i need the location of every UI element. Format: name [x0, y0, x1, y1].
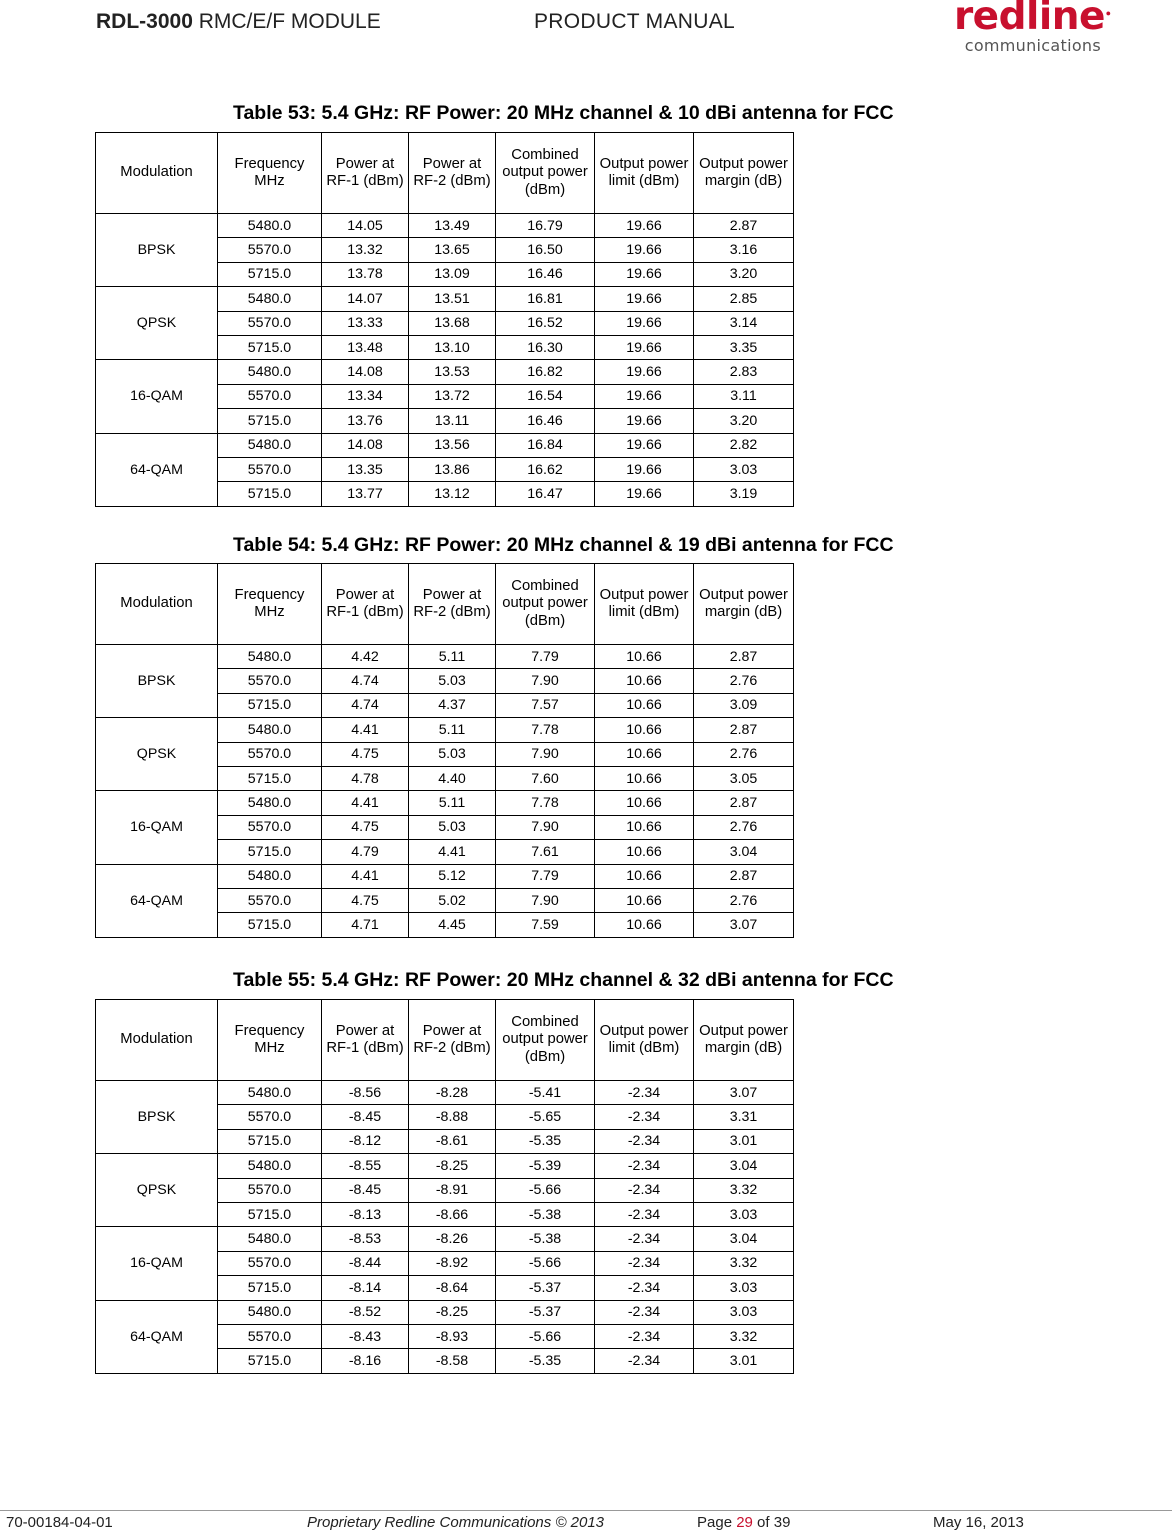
table-cell: 13.53 [409, 360, 496, 384]
table-cell: 4.45 [409, 913, 496, 937]
table-cell: 3.01 [694, 1349, 794, 1373]
table-cell: 16.54 [496, 384, 595, 408]
footer-date: May 16, 2013 [933, 1514, 1024, 1531]
table-cell: 5715.0 [218, 913, 322, 937]
table-cell: 5.12 [409, 864, 496, 888]
table-cell: 4.42 [322, 645, 409, 669]
table-cell: 2.76 [694, 669, 794, 693]
table-cell: 13.51 [409, 287, 496, 311]
table-cell: 13.86 [409, 457, 496, 481]
table-cell: 5715.0 [218, 693, 322, 717]
table-cell: 2.76 [694, 815, 794, 839]
table-cell: 13.48 [322, 335, 409, 359]
table-cell: -2.34 [595, 1154, 694, 1178]
column-header: Output power limit (dBm) [595, 564, 694, 645]
table-cell: 3.16 [694, 238, 794, 262]
table-cell: 3.01 [694, 1129, 794, 1153]
table-row [96, 645, 794, 669]
column-header: Combined output power (dBm) [496, 1000, 595, 1081]
table-cell: -2.34 [595, 1276, 694, 1300]
table-cell: -5.41 [496, 1081, 595, 1105]
modulation-cell: 16-QAM [96, 791, 218, 864]
table-cell: -8.52 [322, 1300, 409, 1324]
table-55 [95, 999, 794, 1374]
table-cell: -8.14 [322, 1276, 409, 1300]
table-cell: 4.41 [322, 791, 409, 815]
table-cell: 5715.0 [218, 1276, 322, 1300]
column-header: Output power limit (dBm) [595, 133, 694, 214]
table-cell: -2.34 [595, 1300, 694, 1324]
table-cell: 16.46 [496, 409, 595, 433]
table-cell: 14.07 [322, 287, 409, 311]
table-cell: 5715.0 [218, 766, 322, 790]
table-cell: 3.32 [694, 1251, 794, 1275]
table-cell: 5570.0 [218, 815, 322, 839]
table-cell: 5.02 [409, 888, 496, 912]
table-cell: 5570.0 [218, 742, 322, 766]
table-cell: 16.30 [496, 335, 595, 359]
table-cell: 2.85 [694, 287, 794, 311]
table-cell: 5.11 [409, 645, 496, 669]
table-cell: 19.66 [595, 238, 694, 262]
table-cell: 4.78 [322, 766, 409, 790]
column-header: Power at RF-1 (dBm) [322, 133, 409, 214]
table-cell: 16.79 [496, 214, 595, 238]
footer-doc-number: 70-00184-04-01 [6, 1514, 113, 1531]
table-cell: 5.11 [409, 718, 496, 742]
table-cell: 3.04 [694, 1154, 794, 1178]
table-cell: 4.41 [409, 840, 496, 864]
table-cell: 5570.0 [218, 311, 322, 335]
table-cell: 3.20 [694, 262, 794, 286]
table-cell: 19.66 [595, 287, 694, 311]
table-cell: 5.03 [409, 742, 496, 766]
table-cell: -8.45 [322, 1178, 409, 1202]
table-cell: 3.03 [694, 1300, 794, 1324]
modulation-cell: 16-QAM [96, 360, 218, 433]
table-cell: 13.68 [409, 311, 496, 335]
table-cell: 4.41 [322, 864, 409, 888]
table-cell: 13.65 [409, 238, 496, 262]
table-cell: 13.77 [322, 482, 409, 506]
table-row [96, 287, 794, 311]
table-cell: 16.50 [496, 238, 595, 262]
table-55-caption: Table 55: 5.4 GHz: RF Power: 20 MHz channel & 32 dBi antenna for FCC [233, 969, 894, 991]
table-cell: 5570.0 [218, 1178, 322, 1202]
table-cell: 10.66 [595, 718, 694, 742]
table-cell: 4.75 [322, 742, 409, 766]
footer-page [697, 1514, 790, 1531]
table-54 [95, 563, 794, 938]
table-cell: -2.34 [595, 1178, 694, 1202]
table-cell: 5480.0 [218, 1154, 322, 1178]
table-cell: 5480.0 [218, 645, 322, 669]
table-cell: 10.66 [595, 766, 694, 790]
table-cell: -8.58 [409, 1349, 496, 1373]
column-header: Modulation [96, 133, 218, 214]
table-cell: 7.59 [496, 913, 595, 937]
table-cell: 7.60 [496, 766, 595, 790]
table-cell: -8.26 [409, 1227, 496, 1251]
table-cell: 3.04 [694, 840, 794, 864]
table-cell: 5480.0 [218, 1227, 322, 1251]
table-cell: 5570.0 [218, 1251, 322, 1275]
model-suffix: RMC/E/F MODULE [192, 10, 381, 33]
table-cell: 4.79 [322, 840, 409, 864]
table-cell: -8.12 [322, 1129, 409, 1153]
table-cell: 3.11 [694, 384, 794, 408]
table-54-caption: Table 54: 5.4 GHz: RF Power: 20 MHz channel & 19 dBi antenna for FCC [233, 534, 894, 556]
table-cell: 4.37 [409, 693, 496, 717]
table-cell: 5570.0 [218, 457, 322, 481]
table-cell: 3.09 [694, 693, 794, 717]
redline-logo [953, 0, 1111, 56]
column-header: Modulation [96, 564, 218, 645]
table-cell: 5570.0 [218, 888, 322, 912]
table-cell: -5.66 [496, 1178, 595, 1202]
modulation-cell: QPSK [96, 1154, 218, 1227]
table-cell: 5715.0 [218, 1129, 322, 1153]
table-cell: -5.65 [496, 1105, 595, 1129]
table-cell: 16.84 [496, 433, 595, 457]
table-row [96, 214, 794, 238]
table-cell: 7.61 [496, 840, 595, 864]
table-cell: -8.13 [322, 1202, 409, 1226]
table-cell: 19.66 [595, 409, 694, 433]
table-cell: 3.31 [694, 1105, 794, 1129]
table-cell: 19.66 [595, 457, 694, 481]
table-cell: -5.38 [496, 1202, 595, 1226]
table-cell: 5.11 [409, 791, 496, 815]
table-cell: 5570.0 [218, 1105, 322, 1129]
table-cell: 7.78 [496, 718, 595, 742]
table-cell: 13.33 [322, 311, 409, 335]
table-cell: 3.03 [694, 1276, 794, 1300]
table-cell: 13.12 [409, 482, 496, 506]
table-cell: 5480.0 [218, 1300, 322, 1324]
header-row [96, 133, 794, 214]
table-cell: 5570.0 [218, 384, 322, 408]
table-cell: 19.66 [595, 214, 694, 238]
table-cell: 4.71 [322, 913, 409, 937]
table-cell: 4.75 [322, 815, 409, 839]
table-cell: 3.03 [694, 1202, 794, 1226]
modulation-cell: BPSK [96, 1081, 218, 1154]
table-cell: 5480.0 [218, 791, 322, 815]
table-cell: -8.44 [322, 1251, 409, 1275]
header-row [96, 564, 794, 645]
table-cell: 5480.0 [218, 1081, 322, 1105]
table-row [96, 1154, 794, 1178]
table-cell: 3.32 [694, 1178, 794, 1202]
modulation-cell: 64-QAM [96, 1300, 218, 1373]
table-cell: -5.39 [496, 1154, 595, 1178]
table-cell: -8.28 [409, 1081, 496, 1105]
table-row [96, 1081, 794, 1105]
table-cell: -8.64 [409, 1276, 496, 1300]
table-cell: 5480.0 [218, 287, 322, 311]
table-cell: 13.56 [409, 433, 496, 457]
logo-word: redline [953, 0, 1105, 39]
table-row [96, 1227, 794, 1251]
table-cell: -2.34 [595, 1129, 694, 1153]
page-suffix: of 39 [752, 1514, 791, 1531]
table-cell: -8.61 [409, 1129, 496, 1153]
column-header: Power at RF-1 (dBm) [322, 564, 409, 645]
column-header: Modulation [96, 1000, 218, 1081]
doc-header-model [96, 10, 381, 34]
table-cell: 5480.0 [218, 864, 322, 888]
table-cell: 5715.0 [218, 1202, 322, 1226]
column-header: Power at RF-2 (dBm) [409, 564, 496, 645]
footer-copyright: Proprietary Redline Communications © 2013 [307, 1514, 605, 1531]
table-cell: 10.66 [595, 742, 694, 766]
table-cell: -8.53 [322, 1227, 409, 1251]
page-current: 29 [736, 1514, 753, 1531]
table-cell: -8.43 [322, 1324, 409, 1348]
table-cell: 16.81 [496, 287, 595, 311]
table-cell: -8.56 [322, 1081, 409, 1105]
table-cell: 5715.0 [218, 335, 322, 359]
table-cell: 10.66 [595, 669, 694, 693]
table-cell: -8.16 [322, 1349, 409, 1373]
table-cell: 19.66 [595, 384, 694, 408]
table-cell: 4.74 [322, 693, 409, 717]
table-cell: -8.88 [409, 1105, 496, 1129]
table-cell: 19.66 [595, 311, 694, 335]
table-cell: 4.40 [409, 766, 496, 790]
table-cell: 2.83 [694, 360, 794, 384]
table-cell: 13.34 [322, 384, 409, 408]
table-cell: 14.08 [322, 360, 409, 384]
column-header: Output power limit (dBm) [595, 1000, 694, 1081]
table-cell: -5.35 [496, 1129, 595, 1153]
table-cell: 2.87 [694, 864, 794, 888]
table-cell: -5.37 [496, 1276, 595, 1300]
table-cell: 13.49 [409, 214, 496, 238]
table-cell: 5480.0 [218, 214, 322, 238]
logo-subtitle: communications [964, 36, 1101, 55]
table-row [96, 718, 794, 742]
modulation-cell: 64-QAM [96, 433, 218, 506]
modulation-cell: BPSK [96, 645, 218, 718]
modulation-cell: QPSK [96, 718, 218, 791]
table-cell: 13.09 [409, 262, 496, 286]
table-cell: 19.66 [595, 433, 694, 457]
table-row [96, 864, 794, 888]
table-cell: 13.76 [322, 409, 409, 433]
table-cell: 10.66 [595, 888, 694, 912]
table-cell: 10.66 [595, 913, 694, 937]
column-header: Combined output power (dBm) [496, 564, 595, 645]
column-header: Power at RF-1 (dBm) [322, 1000, 409, 1081]
column-header: Power at RF-2 (dBm) [409, 133, 496, 214]
table-cell: 19.66 [595, 360, 694, 384]
table-cell: 3.07 [694, 913, 794, 937]
table-cell: 10.66 [595, 693, 694, 717]
table-cell: 4.74 [322, 669, 409, 693]
table-cell: 7.90 [496, 669, 595, 693]
model-name: RDL-3000 [96, 10, 193, 33]
table-row [96, 433, 794, 457]
doc-header-manual: PRODUCT MANUAL [534, 10, 736, 33]
table-cell: -2.34 [595, 1349, 694, 1373]
table-cell: 19.66 [595, 262, 694, 286]
column-header: Frequency MHz [218, 133, 322, 214]
table-cell: 13.35 [322, 457, 409, 481]
table-cell: 7.90 [496, 742, 595, 766]
table-cell: 7.57 [496, 693, 595, 717]
table-cell: -5.35 [496, 1349, 595, 1373]
column-header: Frequency MHz [218, 1000, 322, 1081]
table-cell: 3.04 [694, 1227, 794, 1251]
modulation-cell: 16-QAM [96, 1227, 218, 1300]
table-cell: 5715.0 [218, 1349, 322, 1373]
table-cell: 5570.0 [218, 1324, 322, 1348]
table-cell: 10.66 [595, 840, 694, 864]
table-cell: 16.82 [496, 360, 595, 384]
table-cell: 10.66 [595, 791, 694, 815]
table-cell: 3.19 [694, 482, 794, 506]
table-cell: -8.25 [409, 1154, 496, 1178]
table-cell: 3.03 [694, 457, 794, 481]
logo-registered-dot: ● [1105, 8, 1111, 18]
table-cell: 2.87 [694, 214, 794, 238]
table-cell: -2.34 [595, 1324, 694, 1348]
table-cell: 7.79 [496, 645, 595, 669]
table-cell: 5480.0 [218, 718, 322, 742]
table-cell: -5.66 [496, 1324, 595, 1348]
table-cell: 10.66 [595, 815, 694, 839]
table-cell: 7.90 [496, 815, 595, 839]
table-cell: -8.93 [409, 1324, 496, 1348]
table-cell: -5.37 [496, 1300, 595, 1324]
table-cell: 16.47 [496, 482, 595, 506]
table-cell: 3.32 [694, 1324, 794, 1348]
table-cell: 2.87 [694, 645, 794, 669]
table-cell: -2.34 [595, 1105, 694, 1129]
table-cell: 16.46 [496, 262, 595, 286]
table-cell: 16.52 [496, 311, 595, 335]
table-cell: 5.03 [409, 815, 496, 839]
column-header: Output power margin (dB) [694, 1000, 794, 1081]
table-cell: 7.90 [496, 888, 595, 912]
table-cell: 2.76 [694, 888, 794, 912]
column-header: Output power margin (dB) [694, 133, 794, 214]
table-cell: 4.75 [322, 888, 409, 912]
table-row [96, 1300, 794, 1324]
table-cell: -2.34 [595, 1251, 694, 1275]
table-cell: 5570.0 [218, 238, 322, 262]
header-row [96, 1000, 794, 1081]
table-cell: 3.35 [694, 335, 794, 359]
table-cell: 19.66 [595, 482, 694, 506]
table-cell: 7.79 [496, 864, 595, 888]
table-cell: -5.38 [496, 1227, 595, 1251]
table-row [96, 360, 794, 384]
table-cell: -8.92 [409, 1251, 496, 1275]
table-cell: 16.62 [496, 457, 595, 481]
modulation-cell: QPSK [96, 287, 218, 360]
table-cell: 10.66 [595, 645, 694, 669]
table-cell: 14.08 [322, 433, 409, 457]
table-cell: -8.55 [322, 1154, 409, 1178]
table-cell: 3.20 [694, 409, 794, 433]
table-cell: 5715.0 [218, 840, 322, 864]
table-cell: 5480.0 [218, 360, 322, 384]
page-prefix: Page [697, 1514, 737, 1531]
table-cell: 2.82 [694, 433, 794, 457]
table-cell: -8.91 [409, 1178, 496, 1202]
column-header: Output power margin (dB) [694, 564, 794, 645]
column-header: Power at RF-2 (dBm) [409, 1000, 496, 1081]
table-cell: 14.05 [322, 214, 409, 238]
table-cell: 5.03 [409, 669, 496, 693]
table-cell: -8.25 [409, 1300, 496, 1324]
table-cell: 13.32 [322, 238, 409, 262]
footer-divider [0, 1510, 1172, 1511]
table-53 [95, 132, 794, 507]
table-cell: -8.45 [322, 1105, 409, 1129]
column-header: Combined output power (dBm) [496, 133, 595, 214]
table-cell: 5480.0 [218, 433, 322, 457]
table-cell: -5.66 [496, 1251, 595, 1275]
table-cell: 2.87 [694, 791, 794, 815]
table-cell: 5570.0 [218, 669, 322, 693]
table-cell: 13.11 [409, 409, 496, 433]
table-cell: 3.05 [694, 766, 794, 790]
modulation-cell: 64-QAM [96, 864, 218, 937]
table-cell: 5715.0 [218, 262, 322, 286]
table-cell: 5715.0 [218, 409, 322, 433]
table-cell: 3.07 [694, 1081, 794, 1105]
table-cell: -2.34 [595, 1227, 694, 1251]
table-cell: 19.66 [595, 335, 694, 359]
table-cell: 5715.0 [218, 482, 322, 506]
table-cell: 2.76 [694, 742, 794, 766]
column-header: Frequency MHz [218, 564, 322, 645]
table-cell: 4.41 [322, 718, 409, 742]
table-53-caption: Table 53: 5.4 GHz: RF Power: 20 MHz channel & 10 dBi antenna for FCC [233, 102, 894, 124]
table-row [96, 791, 794, 815]
table-cell: 13.72 [409, 384, 496, 408]
modulation-cell: BPSK [96, 214, 218, 287]
table-cell: -2.34 [595, 1081, 694, 1105]
table-cell: -8.66 [409, 1202, 496, 1226]
table-cell: -2.34 [595, 1202, 694, 1226]
table-cell: 7.78 [496, 791, 595, 815]
table-cell: 2.87 [694, 718, 794, 742]
table-cell: 13.10 [409, 335, 496, 359]
table-cell: 13.78 [322, 262, 409, 286]
table-cell: 3.14 [694, 311, 794, 335]
table-cell: 10.66 [595, 864, 694, 888]
